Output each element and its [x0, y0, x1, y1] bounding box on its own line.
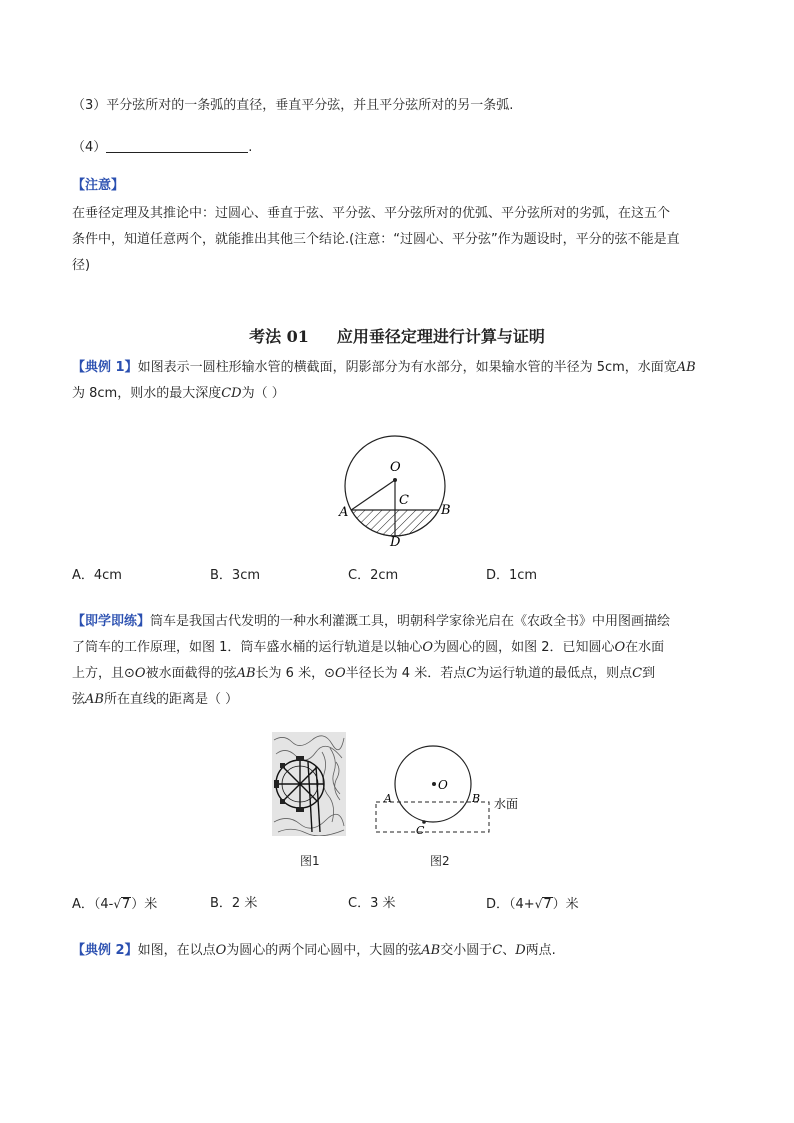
example-1-option-a[interactable]: A．4cm — [72, 568, 122, 583]
section-name: 应用垂径定理进行计算与证明 — [336, 327, 545, 346]
practice-option-b[interactable]: B．2 米 — [210, 896, 258, 911]
note-label: 【注意】 — [72, 178, 125, 193]
section-title — [0, 324, 794, 347]
practice-option-a[interactable]: A．（4-√7）米 — [72, 897, 158, 912]
label-b: B — [441, 503, 451, 518]
water-wheel-illustration — [272, 732, 346, 836]
practice-option-d[interactable]: D．（4+√7）米 — [486, 897, 579, 912]
water-wheel-diagram — [370, 736, 530, 840]
label-d: D — [390, 535, 401, 550]
note-line-2: 条件中，知道任意两个，就能推出其他三个结论.(注意：“过圆心、平分弦”作为题设时，平分的弦不能是直 — [72, 232, 680, 247]
label-c: C — [399, 493, 409, 508]
example-1-option-c[interactable]: C．2cm — [348, 568, 399, 583]
figure-2-caption: 图2 — [430, 854, 450, 868]
fig2-label-o: O — [438, 778, 448, 792]
practice-line-3: 上方，且⊙O被水面截得的弦AB长为 6 米，⊙O半径长为 4 米．若点C为运行轨道的最低点，则点C到 — [72, 666, 656, 681]
example-1-option-d[interactable]: D．1cm — [486, 568, 538, 583]
item-4-prefix: （4） — [72, 140, 107, 155]
pipe-cross-section-figure — [330, 426, 470, 550]
note-line-3: 径) — [72, 258, 91, 273]
practice-line-4: 弦AB所在直线的距离是（ ） — [72, 692, 239, 707]
example-1-label: 【典例 1】 — [72, 360, 138, 375]
label-o: O — [390, 460, 401, 475]
center-point — [393, 478, 397, 482]
practice-line-1: 【即学即练】筒车是我国古代发明的一种水利灌溉工具，明朝科学家徐光启在《农政全书》中用图画描绘 — [72, 614, 671, 629]
label-a: A — [339, 505, 349, 520]
example-1-line-2: 为 8cm，则水的最大深度CD为（ ） — [72, 386, 285, 401]
radius-oa — [351, 480, 395, 510]
example-1-line-1: 【典例 1】如图表示一圆柱形输水管的横截面，阴影部分为有水部分，如果输水管的半径为 5cm，水面宽AB — [72, 360, 696, 375]
practice-line-2: 了筒车的工作原理，如图 1．筒车盛水桶的运行轨道是以轴心O为圆心的圆，如图 2．已知圆心O在水面 — [72, 640, 665, 655]
theorem-item-3: （3）平分弦所对的一条弧的直径，垂直平分弦，并且平分弦所对的另一条弧. — [72, 98, 514, 113]
note-line-1: 在垂径定理及其推论中：过圆心、垂直于弦、平分弦、平分弦所对的优弧、平分弦所对的劣弧，在这五个 — [72, 206, 671, 221]
section-number: 考法 01 — [249, 327, 309, 346]
wheel-center-point — [432, 782, 436, 786]
fig2-label-b: B — [472, 792, 481, 805]
water-body — [376, 802, 489, 832]
fill-in-blank[interactable] — [106, 139, 248, 153]
figure-1-caption: 图1 — [300, 854, 320, 868]
example-2-line: 【典例 2】如图，在以点O为圆心的两个同心圆中，大圆的弦AB交小圆于C、D两点. — [72, 943, 556, 958]
theorem-item-4 — [72, 138, 252, 158]
fig2-label-c: C — [416, 824, 425, 837]
water-surface-label: 水面 — [494, 797, 519, 811]
practice-label: 【即学即练】 — [72, 614, 151, 629]
example-1-option-b[interactable]: B．3cm — [210, 568, 261, 583]
practice-option-c[interactable]: C．3 米 — [348, 896, 396, 911]
fig2-label-a: A — [384, 792, 392, 805]
item-4-suffix: . — [248, 140, 253, 155]
example-2-label: 【典例 2】 — [72, 943, 138, 958]
